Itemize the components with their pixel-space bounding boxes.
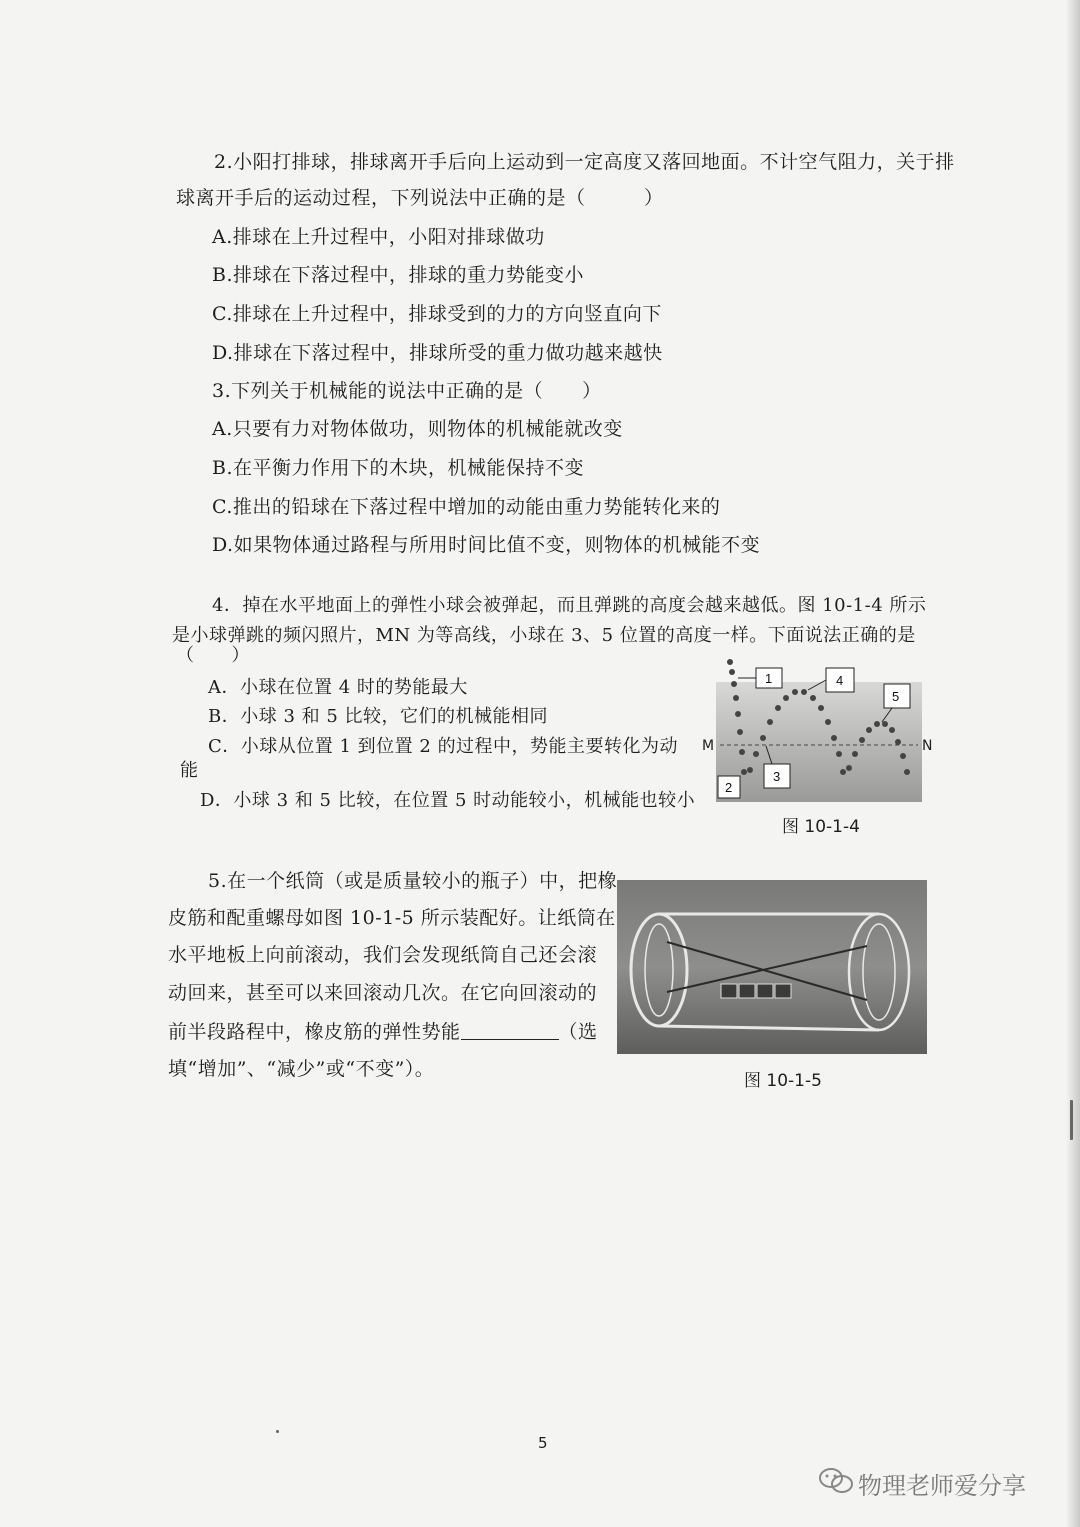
q4-stem-line2: 是小球弹跳的频闪照片，MN 为等高线，小球在 3、5 位置的高度一样。下面说法正确的是: [172, 625, 916, 646]
marker-2: 2: [725, 780, 733, 795]
marker-1: 1: [765, 671, 773, 686]
scan-speck: [276, 1430, 279, 1433]
q5-line3: 水平地板上向前滚动，我们会发现纸筒自己还会滚: [168, 944, 598, 966]
figure-10-1-4-caption: 图 10-1-4: [782, 817, 860, 837]
figure-10-1-5-caption: 图 10-1-5: [744, 1071, 822, 1091]
watermark-text: 物理老师爱分享: [858, 1472, 1026, 1500]
q5-line5-after: （选: [558, 1021, 598, 1043]
q4-stem-line1: 4．掉在水平地面上的弹性小球会被弹起，而且弹跳的高度会越来越低。图 10-1-4 所示: [212, 595, 927, 616]
q5-line2: 皮筋和配重螺母如图 10-1-5 所示装配好。让纸筒在: [168, 907, 616, 929]
q4-option-d: D．小球 3 和 5 比较，在位置 5 时动能较小，机械能也较小: [200, 790, 696, 811]
q5-line5-before: 前半段路程中，橡皮筋的弹性势能: [168, 1021, 461, 1043]
q3-option-a: A.只要有力对物体做功，则物体的机械能就改变: [212, 418, 623, 440]
label-m: M: [702, 738, 715, 754]
q4-stem-line3: （ ）: [176, 645, 250, 666]
q5-line4: 动回来，甚至可以来回滚动几次。在它向回滚动的: [168, 982, 598, 1004]
q3-stem: 3.下列关于机械能的说法中正确的是（ ）: [212, 380, 602, 402]
scan-edge-shadow: [1066, 0, 1080, 1527]
q3-option-b: B.在平衡力作用下的木块，机械能保持不变: [212, 457, 585, 479]
q4-option-c-line2: 能: [180, 760, 199, 781]
wechat-icon: [818, 1466, 854, 1496]
q4-option-a: A．小球在位置 4 时的势能最大: [208, 677, 468, 698]
q5-line5: [168, 1017, 598, 1044]
q3-option-d: D.如果物体通过路程与所用时间比值不变，则物体的机械能不变: [212, 534, 761, 556]
q2-stem-line1: 2.小阳打排球，排球离开手后向上运动到一定高度又落回地面。不计空气阻力，关于排: [214, 151, 955, 173]
rolling-can-figure: [617, 880, 927, 1054]
bouncing-ball-photo: [716, 654, 922, 802]
page-number: 5: [538, 1434, 548, 1452]
q5-line1: 5.在一个纸筒（或是质量较小的瓶子）中，把橡: [208, 870, 618, 892]
q2-option-a: A.排球在上升过程中，小阳对排球做功: [212, 226, 545, 248]
q3-option-c: C.推出的铅球在下落过程中增加的动能由重力势能转化来的: [212, 496, 721, 518]
marker-3: 3: [773, 769, 781, 784]
q2-option-b: B.排球在下落过程中，排球的重力势能变小: [212, 264, 585, 286]
marker-4: 4: [836, 673, 844, 688]
answer-blank[interactable]: [461, 1021, 559, 1040]
q2-option-d: D.排球在下落过程中，排球所受的重力做功越来越快: [212, 342, 663, 364]
label-n: N: [922, 738, 933, 754]
q4-option-c-line1: C．小球从位置 1 到位置 2 的过程中，势能主要转化为动: [208, 736, 679, 757]
scan-speck: [1070, 1100, 1073, 1140]
q4-option-b: B．小球 3 和 5 比较，它们的机械能相同: [208, 706, 549, 727]
q2-stem-line2: 球离开手后的运动过程，下列说法中正确的是（ ）: [176, 187, 664, 209]
watermark: [818, 1462, 1058, 1502]
marker-5: 5: [892, 689, 900, 704]
bouncing-ball-figure: [716, 654, 922, 802]
rolling-can-photo: [617, 880, 927, 1054]
q2-option-c: C.排球在上升过程中，排球受到的力的方向竖直向下: [212, 303, 662, 325]
q5-line6: 填“增加”、“减少”或“不变”）。: [168, 1058, 435, 1080]
